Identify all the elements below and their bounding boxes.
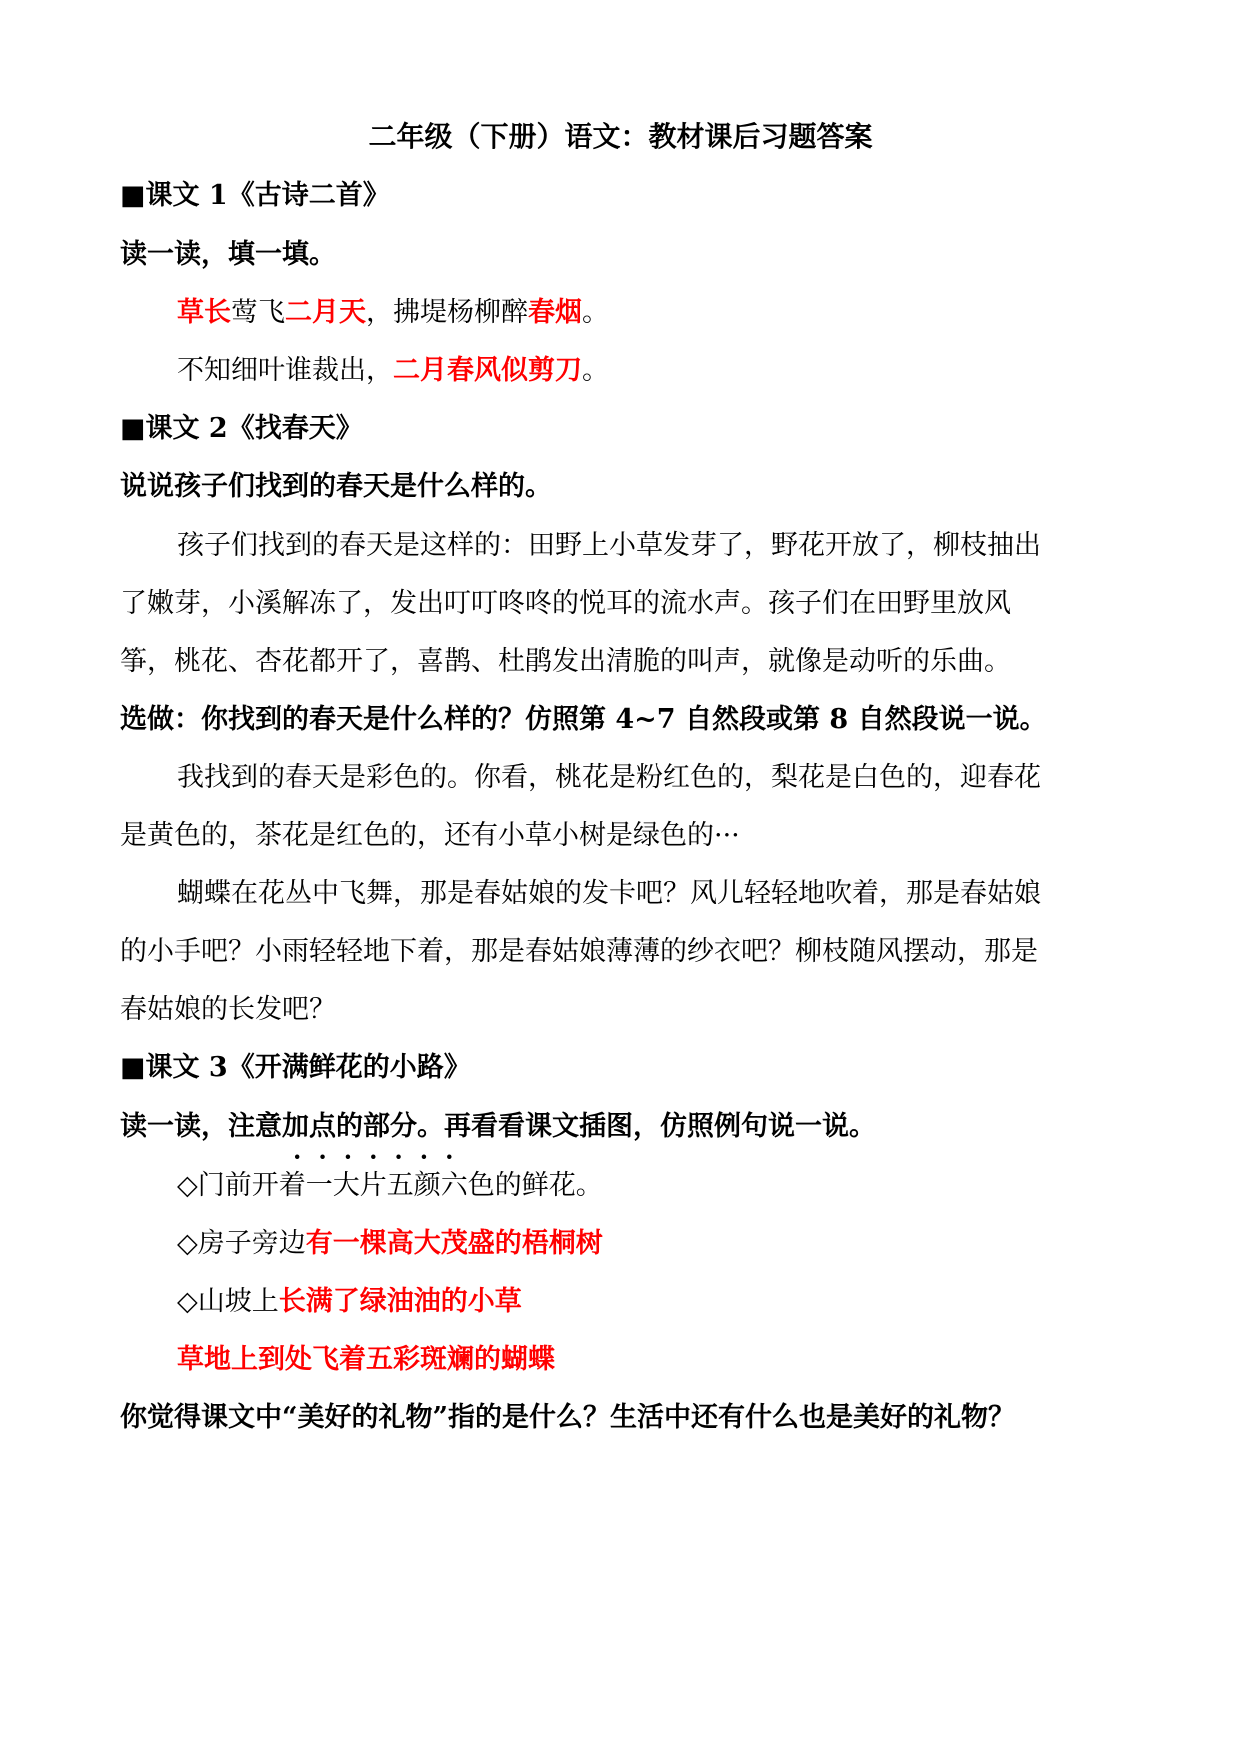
example-sentence: [177, 1166, 1241, 1206]
optional-answer-line: 我找到的春天是彩色的。你看，桃花是粉红色的，梨花是白色的，迎春花: [177, 762, 1041, 793]
emphasis-dots: ·······: [293, 1142, 471, 1171]
optional-question: 选做：你找到的春天是什么样的？仿照第 4~7 自然段或第 8 自然段说一说。: [120, 704, 1047, 735]
poem-fragment: 不知细叶谁裁出，: [177, 355, 393, 386]
lesson-3-heading: ■课文 3《开满鲜花的小路》: [120, 1052, 471, 1083]
poem-line-2: [177, 351, 1241, 391]
poem-fragment: 。: [582, 297, 609, 328]
document-title: 二年级（下册）语文：教材课后习题答案: [368, 120, 873, 153]
lesson-1-heading: ■课文 1《古诗二首》: [120, 180, 390, 211]
poem-fragment: 春烟: [528, 297, 582, 328]
example-dotted-phrase: 一大片五颜六色: [305, 1170, 495, 1201]
practice-sentence-2: [177, 1282, 1241, 1322]
lesson-2-question: 说说孩子们找到的春天是什么样的。: [120, 471, 552, 502]
optional-answer-line: 春姑娘的长发吧？: [120, 994, 336, 1025]
poem-fragment: 。: [582, 355, 609, 386]
example-prefix: ◇门前开着: [177, 1170, 306, 1201]
answer-line: 筝，桃花、杏花都开了，喜鹊、杜鹃发出清脆的叫声，就像是动听的乐曲。: [120, 646, 1011, 677]
example-suffix: 的鲜花。: [494, 1170, 603, 1201]
final-question: 你觉得课文中“美好的礼物”指的是什么？生活中还有什么也是美好的礼物？: [120, 1402, 1016, 1433]
practice-sentence-3: 草地上到处飞着五彩斑斓的蝴蝶: [177, 1344, 555, 1375]
sentence-prefix: ◇山坡上: [177, 1286, 279, 1317]
poem-line-1: [177, 293, 1241, 333]
sentence-prefix: ◇房子旁边: [177, 1228, 306, 1259]
poem-fragment: 二月春风似剪刀: [393, 355, 582, 386]
lesson-1-question: 读一读，填一填。: [120, 239, 336, 270]
answer-line: 孩子们找到的春天是这样的：田野上小草发芽了，野花开放了，柳枝抽出: [177, 530, 1041, 561]
lesson-3-question: 读一读，注意加点的部分。再看看课文插图，仿照例句说一说。: [120, 1111, 876, 1142]
poem-fragment: 草长: [177, 297, 231, 328]
practice-sentence-1: [177, 1224, 1241, 1264]
poem-fragment: ，拂堤杨柳醉: [366, 297, 528, 328]
lesson-2-heading: ■课文 2《找春天》: [120, 413, 363, 444]
optional-answer-line: 蝴蝶在花丛中飞舞，那是春姑娘的发卡吧？风儿轻轻地吹着，那是春姑娘: [177, 878, 1041, 909]
poem-fragment: 二月天: [285, 297, 366, 328]
sentence-answer: 有一棵高大茂盛的梧桐树: [305, 1228, 603, 1259]
optional-answer-line: 的小手吧？小雨轻轻地下着，那是春姑娘薄薄的纱衣吧？柳枝随风摆动，那是: [120, 936, 1038, 967]
poem-fragment: 莺飞: [231, 297, 285, 328]
sentence-answer: 长满了绿油油的小草: [278, 1286, 522, 1317]
answer-line: 了嫩芽，小溪解冻了，发出叮叮咚咚的悦耳的流水声。孩子们在田野里放风: [120, 588, 1011, 619]
optional-answer-line: 是黄色的，茶花是红色的，还有小草小树是绿色的···: [120, 820, 740, 851]
